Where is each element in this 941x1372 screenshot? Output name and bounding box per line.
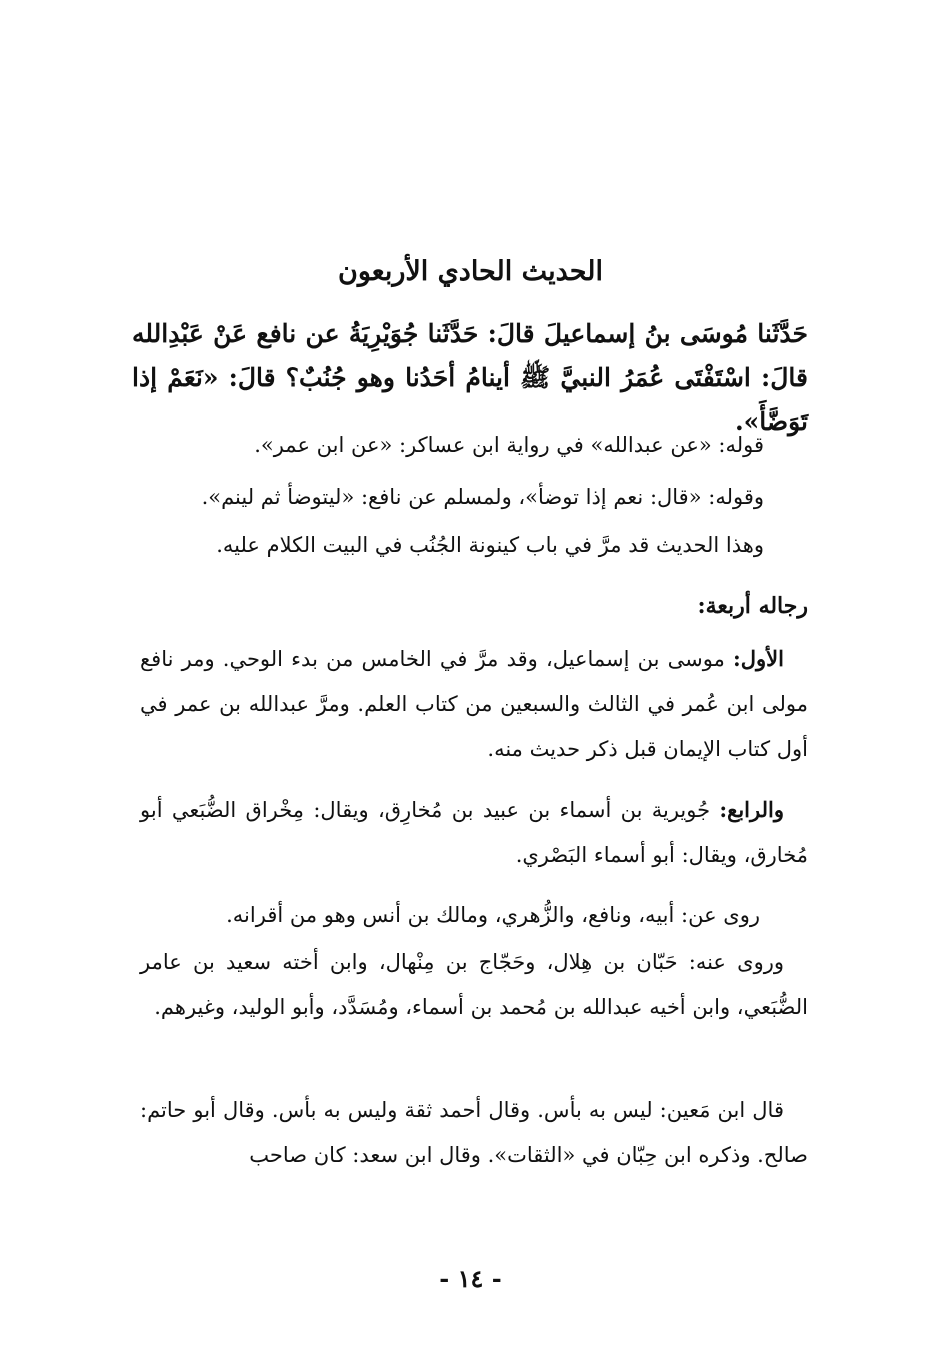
- narrator-fourth-label: والرابع:: [719, 797, 784, 822]
- note-line-1: قوله: «عن عبدالله» في رواية ابن عساكر: «عن ابن عمر».: [254, 433, 764, 457]
- note-line-3: وهذا الحديث قد مرَّ في باب كينونة الجُنُب في البيت الكلام عليه.: [216, 533, 764, 557]
- narrator-first-label: الأول:: [733, 646, 784, 671]
- note-line-2: وقوله: «قال: نعم إذا توضأ»، ولمسلم عن نافع: «ليتوضأ ثم لينم».: [201, 485, 764, 509]
- narrator-first-paragraph: [140, 636, 808, 772]
- grading-paragraph: [140, 1088, 808, 1178]
- narrator-fourth-text: جُويرية بن أسماء بن عبيد بن مُخارِق، ويقال: مِخْراق الضُّبَعي أبو مُخارق، ويقال: أبو أسماء البَصْري.: [140, 798, 808, 867]
- grading-text: قال ابن مَعين: ليس به بأس. وقال أحمد ثقة وليس به بأس. وقال أبو حاتم: صالح. وذكره ابن حِبّان في «الثقات». وقال ابن سعد: كان صاحب: [140, 1098, 808, 1167]
- narrated-from-text: روى عن: أبيه، ونافع، والزُّهري، ومالك بن أنس وهو من أقرانه.: [226, 903, 760, 927]
- narrator-first-text: موسى بن إسماعيل، وقد مرَّ في الخامس من بدء الوحي. ومر نافع مولى ابن عُمر في الثالث والسبعين من كتاب العلم. ومرَّ عبدالله بن عمر في أول كتاب الإيمان قبل ذكر حديث منه.: [140, 647, 808, 761]
- page-number: - ١٤ -: [439, 1264, 502, 1293]
- narrators-section-title: رجاله أربعة:: [697, 593, 808, 619]
- hadith-heading: الحديث الحادي الأربعون: [338, 256, 603, 287]
- narrated-by-text: وروى عنه: حَبّان بن هِلال، وحَجّاج بن مِنْهال، وابن أخته سعيد بن عامر الضُّبَعي، وابن أخيه عبدالله بن مُحمد بن أسماء، ومُسَدَّد، وأبو الوليد، وغيرهم.: [140, 950, 808, 1019]
- hadith-text: حَدَّثَنا مُوسَى بنُ إسماعيلَ قالَ: حَدَّثَنا جُوَيْرِيَةُ عن نافع عَنْ عَبْدِالله قالَ: اسْتَفْتَى عُمَرُ النبيَّ ﷺ أينامُ أحَدُنا وهو جُنُبٌ؟ قالَ: «نَعَمْ إذا تَوَضَّأَ».: [132, 319, 808, 436]
- narrator-fourth-paragraph: [140, 787, 808, 878]
- narrated-from-paragraph: [140, 893, 808, 938]
- narrated-by-paragraph: [140, 940, 808, 1030]
